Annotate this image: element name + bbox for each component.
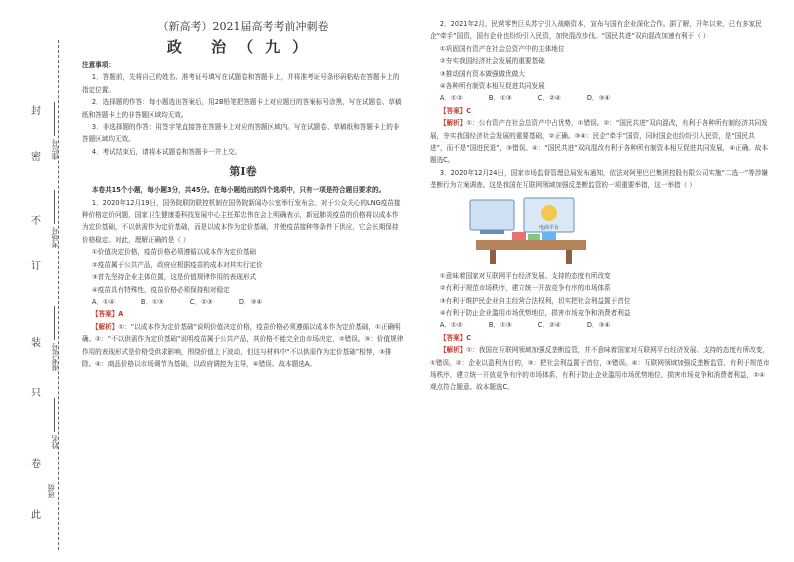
- q3-analysis: [430, 344, 770, 394]
- package-icon: [528, 234, 540, 240]
- strip-word: 此: [31, 510, 41, 521]
- person-icon: [541, 205, 557, 221]
- strip-word: 卷: [31, 459, 41, 470]
- q3-answer: 【答案】C: [439, 333, 472, 342]
- q2-answer: 【答案】C: [439, 106, 472, 115]
- analysis-label: 【解析】: [439, 119, 467, 128]
- monitor-icon: [470, 200, 514, 230]
- question-2-stem: 2．2021年2月，民营零售巨头苏宁引入战略资本，宣布与国有企业深化合作。据了解，开年以来，已有多家民企“牵手”国资，国有企业也纷纷引入民资，加快混改步伐。“国民共进”双向混改加速有利于（ ）: [430, 20, 762, 41]
- left-column: [82, 18, 404, 370]
- q3-option: ①意味着国家对互联网平台经济发展、支持的态度有所改变: [439, 271, 611, 280]
- choice-c: C．②③: [189, 297, 213, 306]
- q2-choices: [430, 92, 770, 104]
- q1-option: ②疫苗属于公共产品，政府应根据疫苗的成本对其实行定价: [91, 260, 263, 269]
- section-intro: 本卷共15个小题，每小题3分，共45分。在每小题给出的四个选项中，只有一项是符合题目要求的。: [91, 186, 386, 195]
- choice-a: A．①②: [439, 321, 463, 330]
- strip-word: 封: [31, 106, 41, 117]
- strip-word: 不: [31, 216, 41, 227]
- choice-a: A．①②: [439, 94, 463, 103]
- choice-b: B．①③: [488, 94, 512, 103]
- analysis-label: 【解析】: [91, 322, 119, 331]
- q1-option: ①价值决定价格，疫苗价格必须遵循以成本作为定价基础: [91, 248, 257, 257]
- field-name: 姓名: [50, 398, 60, 449]
- desk-leg: [566, 250, 572, 264]
- notice-item: 2．选择题的作答：每小题选出答案后，用2B铅笔把答题卡上对应题目的答案标号涂黑，写在试题卷、草稿纸和答题卡上的非答题区域均无效。: [82, 98, 402, 119]
- q2-option: ③推动国有资本做强做优做大: [439, 69, 525, 78]
- q1-option: ④疫苗具有特殊性，疫苗价格必须保持相对稳定: [91, 285, 230, 294]
- exam-title: （新高考）2021届高考考前冲刺卷: [157, 20, 329, 33]
- desk-leg: [490, 250, 496, 264]
- illustration-svg: [468, 196, 598, 266]
- ecommerce-illustration: [468, 196, 598, 266]
- notice-title: 注意事项：: [82, 61, 115, 69]
- strip-word: 装: [31, 338, 41, 349]
- choice-b: B．①③: [140, 297, 164, 306]
- notice-item: 4．考试结束后，请将本试题卷和答题卡一并上交。: [91, 147, 242, 156]
- analysis-label: 【解析】: [439, 346, 467, 355]
- choice-d: D．③④: [238, 297, 263, 306]
- field-admission-ticket: 准考证号: [50, 306, 60, 371]
- question-1-stem: 1．2020年12月19日，国务院联防联控机制在国务院新闻办公室举行发布会。对于公众关心的LNG疫苗接种价格定价问题，国家卫生健康委科技发展中心主任郑忠伟在会上明确表示，新冠肺炎疫苗的价格将以成本作为定价基础，不以供需作为定价基础，而是以成本作为定价基础，并使疫苗接种等条件下供应，它会长期保持价格稳定。对此，理解正确的是（ ）: [82, 198, 401, 244]
- choice-d: D．③④: [586, 321, 611, 330]
- q1-analysis: [82, 321, 404, 371]
- illustration-label: 电商平台: [538, 224, 560, 231]
- q3-analysis-text: ①：我国在互联网领域加强反垄断监管，并不意味着国家对互联网平台经济发展、支持的态度有所改变，①错误。②：企业以盈利为目的，③：把社会利益置于首位，③错误。④：互联网领域加强反垄断监管，有利于规范市场秩序，建立统一开放竞争有序的市场体系，有利于防止企业滥用市场优势地位，损害市场竞争和消费者利益，②④观点符合题意。故本题选C。: [430, 346, 770, 392]
- subject-title: 政 治（九）: [166, 38, 320, 56]
- notice-item: 1．答题前，先将自己的姓名、准考证号填写在试题卷和答题卡上，并将准考证号条形码粘贴在答题卡上的指定位置。: [82, 73, 400, 94]
- q3-option: ④有利于防止企业滥用市场优势地位，损害市场竞争和消费者利益: [439, 308, 631, 317]
- strip-word: 只: [31, 388, 41, 399]
- notice-item: 3．非选择题的作答：用签字笔直接答在答题卡上对应的答题区域内。写在试题卷、草稿纸和答题卡上的非答题区域均无效。: [82, 123, 400, 144]
- q2-analysis-text: ①：公有资产在社会总资产中占优势，①错误。②：“国民共进”双向混改，有利于各种所有制经济共同发展，夯实我国经济社会发展的重要基础，②正确。③④：民企“牵手”国资，同时国企也纷纷引入民资，是“国民共进”，而不是“国进民退”，③错误。④：“国民共进”双向混改有利于各种所有制资本相互促进共同发展，④正确。故本题选C。: [430, 119, 769, 165]
- q1-choices: [82, 296, 404, 308]
- field-seat: 座位号: [50, 102, 60, 160]
- q2-option: ②夯实我国经济社会发展的重要基础: [439, 57, 545, 66]
- monitor-stand: [480, 230, 504, 234]
- right-column: [430, 18, 770, 394]
- section-title: 第Ⅰ卷: [229, 165, 257, 179]
- choice-c: C．②④: [537, 321, 561, 330]
- q1-analysis-text: ①：“以成本作为定价基础”说明价值决定价格，疫苗价格必须遵循以成本作为定价基础，①正确明确。②：“不以供需作为定价基础”说明疫苗属于公共产品，其价格不能完全由市场决定，②错误。③：价值规律作用的表现形式是价格受供求影响，围绕价值上下波动，但这与材料中“不以供需作为定价基础”相悖，③排除。④：商品价格以市场调节为基础，以政府调控为主导，④错误。故本题选A。: [82, 322, 404, 368]
- strip-word: 密: [31, 152, 41, 163]
- q1-answer: 【答案】A: [91, 310, 124, 319]
- choice-b: B．①③: [488, 321, 512, 330]
- q2-analysis: [430, 117, 770, 167]
- choice-d: D．③④: [586, 94, 611, 103]
- choice-a: A．①④: [91, 297, 115, 306]
- q1-option: ③首先坚持企业主体位置，这是价值规律作用的表现形式: [91, 273, 257, 282]
- field-class: 班级: [47, 484, 55, 498]
- package-icon: [512, 232, 526, 240]
- strip-word: 订: [31, 261, 41, 272]
- q3-choices: [430, 319, 770, 331]
- q3-option: ②有利于规范市场秩序，建立统一开放竞争有序的市场体系: [439, 284, 611, 293]
- field-exam-room: 考场号: [50, 190, 60, 248]
- q2-option: ④各种所有制资本相互促进共同发展: [439, 82, 545, 91]
- desk: [476, 240, 586, 250]
- package-icon: [542, 232, 556, 240]
- question-3-stem: 3．2020年12月24日，国家市场监督管理总局发布通知，依法对阿里巴巴集团控股有限公司实施“二选一”等涉嫌垄断行为立案调查。这是我国在互联网领域加强反垄断监管的一项重要举措，这一举措（ ）: [430, 168, 769, 190]
- q3-option: ③有利于维护民企业自主经营合法权利，切实把社会利益置于首位: [439, 296, 631, 305]
- q2-option: ①巩固国有资产在社会总资产中的主体地位: [439, 44, 565, 53]
- choice-c: C．②④: [537, 94, 561, 103]
